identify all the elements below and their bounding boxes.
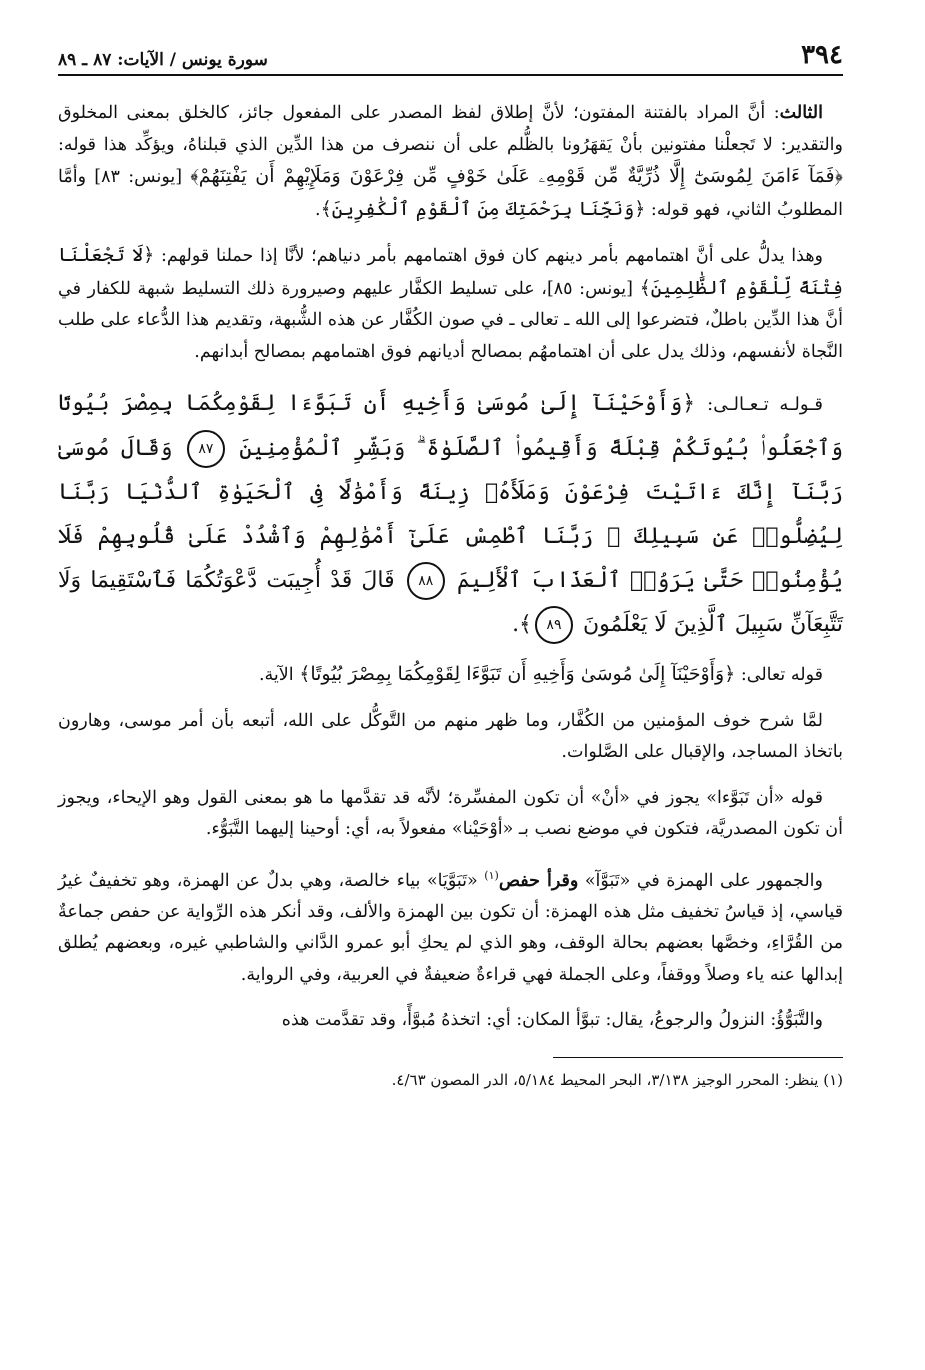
ayah-number-marker: ٨٩	[535, 606, 573, 644]
paragraph-text: «تَبَوَّيَا» بياء خالصة، وهي بدلٌ عن الهمزة، وهو تخفيفٌ غيرُ قياسي، إذ قياسُ تخفيف مثل هذه الهمزة: أن تكون بين الهمزة والألف، وقد أنكر هذه الرِّواية عن حفص جماعةٌ من القُرَّاءِ، وخصَّها بعضهم بحالة الوقف، وهو الذي لم يحكِ أبو عمرو الدَّاني والشاطبي غيره، وبعضهم يُطلق إبدالها عنه ياء وصلاً ووقفاً، وعلى الجملة فهي قراءةٌ ضعيفةٌ في العربية، وفي الرواية.	[58, 870, 843, 985]
page-number: ٣٩٤	[801, 40, 843, 70]
paragraph-text: الآية.	[258, 665, 294, 685]
lead-word-third: الثالث	[779, 103, 823, 123]
book-page	[58, 30, 843, 1094]
verse-block	[58, 382, 843, 647]
verse-text: قَالَ قَدْ أُجِيبَت دَّعْوَتُكُمَا فَٱسْتَقِيمَا وَلَا تَتَّبِعَآنِّ سَبِيلَ ٱلَّذِينَ لَا يَعْلَمُونَ	[58, 568, 843, 637]
paragraph-text: [يونس: ٨٣] وأمَّا المطلوبُ الثاني، فهو قوله:	[58, 167, 843, 220]
paragraph-explanation: لمَّا شرح خوف المؤمنين من الكُفَّار، وما ظهر منهم من التَّوكُّل على الله، أتبعه بأن أمر موسى، وهارون باتخاذ المساجد، والإقبال على الصَّلوات.	[58, 710, 843, 762]
punctuation: ﴾.	[512, 612, 532, 637]
paragraph-definition: والتَّبَوُّؤُ: النزولُ والرجوعُ، يقال: تبوَّأ المكان: أي: اتخذهُ مُبوَّأً، وقد تقدَّمت هذه	[281, 1010, 823, 1031]
body-text	[58, 98, 843, 1037]
verse-text: وَقَالَ مُوسَىٰ رَبَّنَآ إِنَّكَ ءَاتَيْتَ فِرْعَوْنَ وَمَلَأَهُۥ زِينَةً وَأَمْوَٰلًا فِى ٱلْحَيَوٰةِ ٱلدُّنْيَا رَبَّنَا لِيُضِلُّوا۟ عَن سَبِيلِكَ ۖ رَبَّنَا ٱطْمِسْ عَلَىٰٓ أَمْوَٰلِهِمْ وَٱشْدُدْ عَلَىٰ قُلُوبِهِمْ فَلَا يُؤْمِنُوا۟ حَتَّىٰ يَرَوُا۟ ٱلْعَذَابَ ٱلْأَلِيمَ	[58, 436, 844, 593]
punctuation: .	[315, 199, 321, 220]
paragraph-text: [يونس: ٨٥]، على تسليط الكفَّار عليهم وصيرورة ذلك التسليط شبهة للكفار في أنَّ هذا الدِّين باطلٌ، فتضرعوا إلى الله ـ تعالى ـ في صون الكُفَّار عن هذه الشُّبهة، وتقديم هذا الدُّعاء على طلب النَّجاة لأنفسهم، وذلك يدل على أن اهتمامهُم بمصالح أديانهم فوق اهتمامهم بمصالح أبدانهم.	[58, 278, 843, 362]
quran-quote: ﴿وَنَجِّنَا بِرَحْمَتِكَ مِنَ ٱلْقَوْمِ ٱلْكَٰفِرِينَ﴾	[320, 197, 646, 220]
verse-text: ﴿وَأَوْحَيْنَآ إِلَىٰ مُوسَىٰ وَأَخِيهِ أَن تَبَوَّءَا لِقَوْمِكُمَا بِمِصْرَ بُيُوتًا وَٱجْعَلُوا۟ بُيُوتَكُمْ قِبْلَةً وَأَقِيمُوا۟ ٱلصَّلَوٰةَ ۗ وَبَشِّرِ ٱلْمُؤْمِنِينَ	[58, 391, 844, 461]
verse-intro: قـولـه تـعـالـى:	[707, 394, 824, 415]
running-title: سورة يونس / الآيات: ٨٧ ـ ٨٩	[58, 50, 268, 70]
reader-name: وقرأ حفص	[498, 870, 579, 891]
paragraph-third-point	[58, 98, 843, 226]
quran-quote: ﴿لَا تَجْعَلْنَا فِتْنَةً لِّلْقَوْمِ ٱلظَّٰلِمِينَ﴾	[58, 244, 843, 299]
footnote-ref[interactable]: (١)	[484, 868, 499, 882]
paragraph-grammar: قوله «أن تَبَوَّءا» يجوز في «أنْ» أن تكون المفسِّرة؛ لأنَّه قد تقدَّمها ما هو بمعنى القول وهو الإيحاء، ويجوز أن تكون المصدريَّة، فتكون في موضع نصب بـ «أوْحَيْنا» مفعولاً به، أي: أوحينا إليهما التَّبَوُّء.	[58, 787, 843, 839]
quran-quote: ﴿فَمَآ ءَامَنَ لِمُوسَىٰٓ إِلَّا ذُرِّيَّةٌ مِّن قَوْمِهِۦ عَلَىٰ خَوْفٍ مِّن فِرْعَوْنَ وَمَلَإِيْهِمْ أَن يَفْتِنَهُمْ﴾	[190, 165, 843, 187]
paragraph-reading	[58, 860, 843, 992]
page-header	[58, 30, 843, 76]
paragraph-text: قوله تعالى:	[740, 665, 823, 685]
footnote: (١) ينظر: المحرر الوجيز ٣/١٣٨، البحر المحيط ٥/١٨٤، الدر المصون ٤/٦٣.	[391, 1070, 843, 1089]
paragraph-text: : أنَّ المراد بالفتنة المفتون؛ لأنَّ إطلاق لفظ المصدر على المفعول جائز، كالخلق بمعنى المخلوق والتقدير: لا تَجعلْنا مفتونين بأنْ يَقهَرُونا بالظُّلم على أن ننصرف من هذا الدِّين الذي قبلناهُ، ويؤكِّد هذا قوله:	[58, 103, 843, 155]
quran-quote: ﴿وَأَوْحَيْنَآ إِلَىٰ مُوسَىٰ وَأَخِيهِ أَن تَبَوَّءَا لِقَوْمِكُمَا بِمِصْرَ بُيُوتًا﴾	[299, 663, 736, 685]
paragraph-verse-ref	[58, 659, 843, 692]
paragraph-concern	[58, 240, 843, 368]
ayah-number-marker: ٨٨	[407, 562, 445, 600]
footnote-divider	[553, 1057, 843, 1058]
paragraph-text: والجمهور على الهمزة في «تَبَوَّآ»	[584, 870, 823, 891]
paragraph-text: وهذا يدلُّ على أنَّ اهتمامهم بأمر دينهم كان فوق اهتمامهم بأمر دنياهم؛ لأنَّا إذا حملنا قولهم:	[160, 246, 823, 266]
ayah-number-marker: ٨٧	[187, 430, 225, 468]
